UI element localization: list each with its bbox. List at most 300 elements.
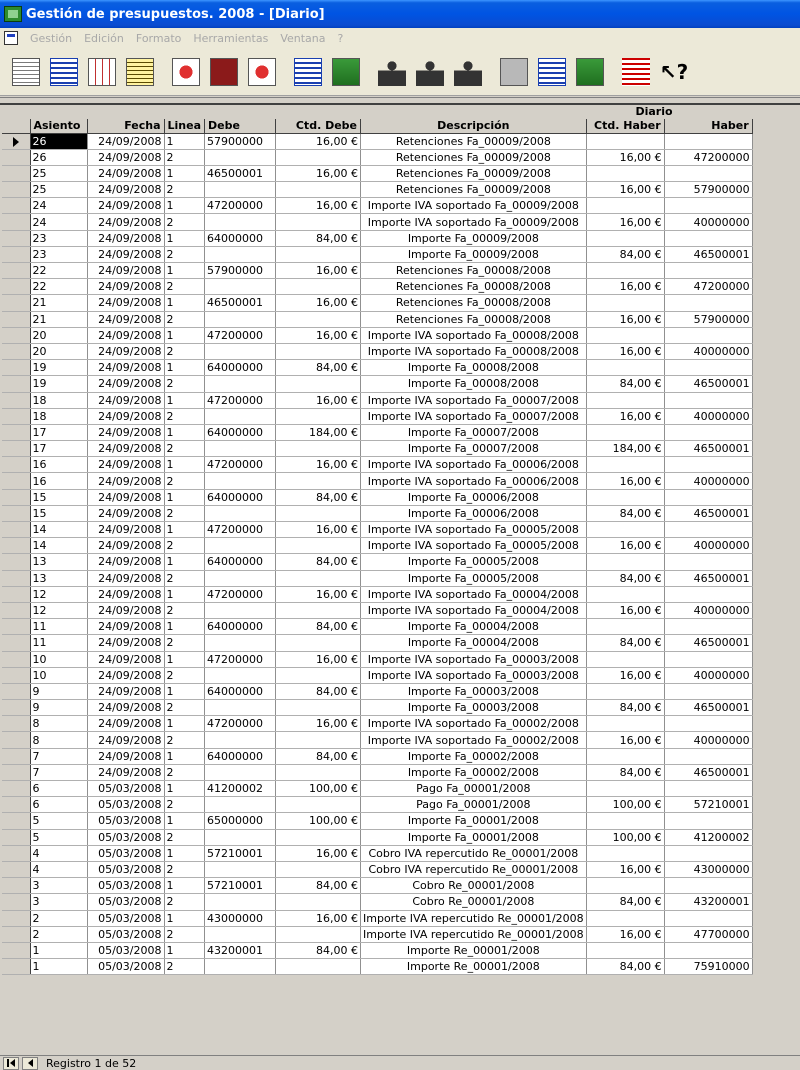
cell-asiento[interactable]: 19 <box>30 376 87 392</box>
cell-ctd-debe[interactable] <box>276 311 361 327</box>
cell-descripcion[interactable]: Importe Re_00001/2008 <box>361 942 587 958</box>
cell-debe[interactable]: 64000000 <box>205 424 276 440</box>
cell-asiento[interactable]: 21 <box>30 295 87 311</box>
cell-ctd-debe[interactable] <box>276 959 361 975</box>
cell-linea[interactable]: 2 <box>164 700 205 716</box>
cell-ctd-haber[interactable] <box>586 748 664 764</box>
record-selector[interactable] <box>2 214 30 230</box>
cell-linea[interactable]: 2 <box>164 376 205 392</box>
cell-fecha[interactable]: 24/09/2008 <box>87 408 164 424</box>
record-selector[interactable] <box>2 716 30 732</box>
cell-ctd-debe[interactable] <box>276 473 361 489</box>
col-debe[interactable]: Debe <box>205 119 276 133</box>
cell-haber[interactable]: 40000000 <box>664 732 752 748</box>
cell-ctd-haber[interactable]: 84,00 € <box>586 700 664 716</box>
cell-ctd-haber[interactable] <box>586 651 664 667</box>
cell-descripcion[interactable]: Importe IVA soportado Fa_00007/2008 <box>361 408 587 424</box>
table-row[interactable] <box>2 845 752 861</box>
cell-asiento[interactable]: 12 <box>30 602 87 618</box>
table-row[interactable] <box>2 360 752 376</box>
cell-ctd-debe[interactable] <box>276 214 361 230</box>
cell-fecha[interactable]: 24/09/2008 <box>87 635 164 651</box>
cell-ctd-haber[interactable]: 84,00 € <box>586 570 664 586</box>
record-selector[interactable] <box>2 327 30 343</box>
table-row[interactable] <box>2 522 752 538</box>
cell-debe[interactable] <box>205 149 276 165</box>
cell-asiento[interactable]: 3 <box>30 878 87 894</box>
cell-ctd-haber[interactable] <box>586 522 664 538</box>
record-selector[interactable] <box>2 392 30 408</box>
cell-haber[interactable] <box>664 845 752 861</box>
iva-button[interactable] <box>536 56 568 88</box>
cell-haber[interactable] <box>664 489 752 505</box>
cell-debe[interactable]: 41200002 <box>205 781 276 797</box>
cell-linea[interactable]: 2 <box>164 926 205 942</box>
cell-ctd-debe[interactable] <box>276 441 361 457</box>
cell-haber[interactable] <box>664 295 752 311</box>
cell-ctd-debe[interactable]: 16,00 € <box>276 910 361 926</box>
cell-descripcion[interactable]: Importe IVA soportado Fa_00005/2008 <box>361 522 587 538</box>
cell-fecha[interactable]: 05/03/2008 <box>87 781 164 797</box>
cell-ctd-haber[interactable] <box>586 327 664 343</box>
table-row[interactable] <box>2 214 752 230</box>
person-podium-button[interactable] <box>376 56 408 88</box>
cell-ctd-debe[interactable] <box>276 829 361 845</box>
cell-fecha[interactable]: 24/09/2008 <box>87 586 164 602</box>
exit-door-button[interactable] <box>620 56 652 88</box>
cell-ctd-debe[interactable]: 100,00 € <box>276 813 361 829</box>
menu-help[interactable]: ? <box>337 31 344 45</box>
cell-descripcion[interactable]: Retenciones Fa_00008/2008 <box>361 295 587 311</box>
col-asiento[interactable]: Asiento <box>30 119 87 133</box>
cell-debe[interactable] <box>205 732 276 748</box>
cell-descripcion[interactable]: Importe Fa_00004/2008 <box>361 619 587 635</box>
record-selector[interactable] <box>2 813 30 829</box>
table-row[interactable] <box>2 554 752 570</box>
table-row[interactable] <box>2 942 752 958</box>
cell-ctd-debe[interactable]: 16,00 € <box>276 586 361 602</box>
cell-descripcion[interactable]: Importe IVA soportado Fa_00002/2008 <box>361 716 587 732</box>
cell-ctd-haber[interactable]: 16,00 € <box>586 667 664 683</box>
cell-debe[interactable] <box>205 861 276 877</box>
table-row[interactable] <box>2 327 752 343</box>
cell-ctd-haber[interactable] <box>586 781 664 797</box>
table-row[interactable] <box>2 279 752 295</box>
cell-descripcion[interactable]: Importe IVA soportado Fa_00004/2008 <box>361 586 587 602</box>
cell-descripcion[interactable]: Retenciones Fa_00009/2008 <box>361 165 587 181</box>
cell-debe[interactable] <box>205 926 276 942</box>
cell-ctd-haber[interactable] <box>586 295 664 311</box>
cell-fecha[interactable]: 24/09/2008 <box>87 246 164 262</box>
table-row[interactable] <box>2 878 752 894</box>
cell-linea[interactable]: 1 <box>164 683 205 699</box>
cell-debe[interactable] <box>205 246 276 262</box>
table-row[interactable] <box>2 667 752 683</box>
cell-linea[interactable]: 2 <box>164 246 205 262</box>
cell-haber[interactable]: 41200002 <box>664 829 752 845</box>
cell-asiento[interactable]: 11 <box>30 635 87 651</box>
cell-descripcion[interactable]: Importe IVA soportado Fa_00006/2008 <box>361 457 587 473</box>
cell-asiento[interactable]: 7 <box>30 748 87 764</box>
table-row[interactable] <box>2 959 752 975</box>
cell-asiento[interactable]: 25 <box>30 182 87 198</box>
cell-debe[interactable] <box>205 764 276 780</box>
cell-descripcion[interactable]: Importe Fa_00005/2008 <box>361 570 587 586</box>
cell-debe[interactable]: 57210001 <box>205 878 276 894</box>
cell-ctd-debe[interactable] <box>276 894 361 910</box>
cell-haber[interactable] <box>664 813 752 829</box>
cell-fecha[interactable]: 24/09/2008 <box>87 230 164 246</box>
table-row[interactable] <box>2 651 752 667</box>
cell-debe[interactable] <box>205 473 276 489</box>
record-selector[interactable] <box>2 619 30 635</box>
cell-haber[interactable] <box>664 878 752 894</box>
cell-ctd-haber[interactable]: 16,00 € <box>586 343 664 359</box>
cell-asiento[interactable]: 24 <box>30 198 87 214</box>
cell-asiento[interactable]: 4 <box>30 845 87 861</box>
record-selector[interactable] <box>2 408 30 424</box>
cell-ctd-debe[interactable]: 84,00 € <box>276 554 361 570</box>
cell-haber[interactable]: 40000000 <box>664 214 752 230</box>
cell-ctd-debe[interactable]: 184,00 € <box>276 424 361 440</box>
cell-ctd-haber[interactable] <box>586 457 664 473</box>
cell-haber[interactable] <box>664 554 752 570</box>
cell-linea[interactable]: 2 <box>164 538 205 554</box>
cell-ctd-haber[interactable] <box>586 263 664 279</box>
cell-ctd-haber[interactable]: 16,00 € <box>586 279 664 295</box>
cell-ctd-haber[interactable] <box>586 845 664 861</box>
record-selector[interactable] <box>2 570 30 586</box>
table-row[interactable] <box>2 570 752 586</box>
cell-ctd-debe[interactable] <box>276 797 361 813</box>
cell-ctd-debe[interactable]: 100,00 € <box>276 781 361 797</box>
cell-debe[interactable]: 57900000 <box>205 133 276 149</box>
cell-debe[interactable]: 46500001 <box>205 165 276 181</box>
cell-debe[interactable] <box>205 635 276 651</box>
cell-ctd-haber[interactable] <box>586 554 664 570</box>
cell-ctd-debe[interactable] <box>276 667 361 683</box>
cell-descripcion[interactable]: Cobro Re_00001/2008 <box>361 894 587 910</box>
cell-descripcion[interactable]: Cobro IVA repercutido Re_00001/2008 <box>361 861 587 877</box>
cell-ctd-debe[interactable] <box>276 182 361 198</box>
cell-fecha[interactable]: 24/09/2008 <box>87 214 164 230</box>
cell-descripcion[interactable]: Retenciones Fa_00009/2008 <box>361 133 587 149</box>
cell-ctd-haber[interactable]: 184,00 € <box>586 441 664 457</box>
cell-fecha[interactable]: 24/09/2008 <box>87 651 164 667</box>
cell-ctd-debe[interactable]: 84,00 € <box>276 878 361 894</box>
cell-haber[interactable]: 46500001 <box>664 246 752 262</box>
cell-haber[interactable] <box>664 392 752 408</box>
record-selector[interactable] <box>2 538 30 554</box>
cell-fecha[interactable]: 05/03/2008 <box>87 910 164 926</box>
col-fecha[interactable]: Fecha <box>87 119 164 133</box>
cell-debe[interactable]: 46500001 <box>205 295 276 311</box>
cell-descripcion[interactable]: Importe Fa_00003/2008 <box>361 683 587 699</box>
cell-descripcion[interactable]: Importe Fa_00009/2008 <box>361 246 587 262</box>
cell-ctd-haber[interactable] <box>586 813 664 829</box>
col-linea[interactable]: Linea <box>164 119 205 133</box>
menu-herramientas[interactable]: Herramientas <box>193 31 269 45</box>
cell-debe[interactable]: 64000000 <box>205 230 276 246</box>
cell-descripcion[interactable]: Importe IVA soportado Fa_00007/2008 <box>361 392 587 408</box>
cell-asiento[interactable]: 26 <box>30 149 87 165</box>
table-row[interactable] <box>2 424 752 440</box>
cell-fecha[interactable]: 24/09/2008 <box>87 764 164 780</box>
cell-haber[interactable]: 46500001 <box>664 505 752 521</box>
table-row[interactable] <box>2 538 752 554</box>
cell-asiento[interactable]: 8 <box>30 716 87 732</box>
table-row[interactable] <box>2 295 752 311</box>
cell-haber[interactable]: 40000000 <box>664 538 752 554</box>
cell-fecha[interactable]: 24/09/2008 <box>87 538 164 554</box>
cell-fecha[interactable]: 05/03/2008 <box>87 926 164 942</box>
record-selector[interactable] <box>2 263 30 279</box>
table-row[interactable] <box>2 392 752 408</box>
cell-ctd-haber[interactable]: 84,00 € <box>586 246 664 262</box>
cell-ctd-debe[interactable] <box>276 602 361 618</box>
cell-ctd-haber[interactable] <box>586 910 664 926</box>
record-selector[interactable] <box>2 861 30 877</box>
cell-debe[interactable] <box>205 311 276 327</box>
cell-haber[interactable] <box>664 327 752 343</box>
cell-ctd-debe[interactable] <box>276 279 361 295</box>
cell-linea[interactable]: 2 <box>164 343 205 359</box>
cell-descripcion[interactable]: Importe IVA soportado Fa_00008/2008 <box>361 343 587 359</box>
record-selector[interactable] <box>2 586 30 602</box>
cell-debe[interactable]: 47200000 <box>205 198 276 214</box>
cell-haber[interactable] <box>664 651 752 667</box>
cell-linea[interactable]: 1 <box>164 813 205 829</box>
cell-descripcion[interactable]: Retenciones Fa_00008/2008 <box>361 263 587 279</box>
record-selector[interactable] <box>2 149 30 165</box>
record-selector[interactable] <box>2 878 30 894</box>
cell-haber[interactable] <box>664 263 752 279</box>
cell-ctd-haber[interactable]: 16,00 € <box>586 214 664 230</box>
cell-debe[interactable] <box>205 505 276 521</box>
document-icon[interactable] <box>4 31 18 45</box>
record-selector[interactable] <box>2 522 30 538</box>
cell-ctd-haber[interactable] <box>586 489 664 505</box>
cell-linea[interactable]: 2 <box>164 602 205 618</box>
cell-debe[interactable] <box>205 538 276 554</box>
table-row[interactable] <box>2 165 752 181</box>
cell-ctd-haber[interactable]: 16,00 € <box>586 602 664 618</box>
cell-debe[interactable] <box>205 894 276 910</box>
cell-ctd-haber[interactable]: 16,00 € <box>586 732 664 748</box>
table-row[interactable] <box>2 748 752 764</box>
menu-ventana[interactable]: Ventana <box>280 31 326 45</box>
cell-linea[interactable]: 2 <box>164 894 205 910</box>
cell-asiento[interactable]: 2 <box>30 910 87 926</box>
cell-asiento[interactable]: 8 <box>30 732 87 748</box>
cell-asiento[interactable]: 1 <box>30 942 87 958</box>
cell-linea[interactable]: 2 <box>164 829 205 845</box>
cell-linea[interactable]: 2 <box>164 441 205 457</box>
cell-haber[interactable] <box>664 457 752 473</box>
cell-fecha[interactable]: 24/09/2008 <box>87 667 164 683</box>
cell-asiento[interactable]: 18 <box>30 392 87 408</box>
record-selector[interactable] <box>2 311 30 327</box>
cell-asiento[interactable]: 12 <box>30 586 87 602</box>
cell-linea[interactable]: 1 <box>164 133 205 149</box>
cell-fecha[interactable]: 05/03/2008 <box>87 861 164 877</box>
table-row[interactable] <box>2 263 752 279</box>
col-descripcion[interactable]: Descripción <box>361 119 587 133</box>
cell-asiento[interactable]: 23 <box>30 230 87 246</box>
cell-ctd-haber[interactable] <box>586 133 664 149</box>
cell-haber[interactable] <box>664 683 752 699</box>
cell-fecha[interactable]: 24/09/2008 <box>87 327 164 343</box>
record-selector[interactable] <box>2 246 30 262</box>
cell-ctd-haber[interactable]: 84,00 € <box>586 505 664 521</box>
cell-linea[interactable]: 2 <box>164 570 205 586</box>
cell-descripcion[interactable]: Importe Fa_00007/2008 <box>361 441 587 457</box>
cell-ctd-haber[interactable] <box>586 942 664 958</box>
cell-haber[interactable]: 47200000 <box>664 279 752 295</box>
cell-asiento[interactable]: 10 <box>30 667 87 683</box>
cell-fecha[interactable]: 05/03/2008 <box>87 959 164 975</box>
cell-ctd-haber[interactable] <box>586 716 664 732</box>
cell-asiento[interactable]: 22 <box>30 263 87 279</box>
table-row[interactable] <box>2 230 752 246</box>
record-selector[interactable] <box>2 424 30 440</box>
cell-ctd-debe[interactable] <box>276 376 361 392</box>
cell-linea[interactable]: 2 <box>164 311 205 327</box>
cell-linea[interactable]: 1 <box>164 327 205 343</box>
cell-fecha[interactable]: 24/09/2008 <box>87 732 164 748</box>
record-selector[interactable] <box>2 926 30 942</box>
cell-haber[interactable]: 57900000 <box>664 311 752 327</box>
record-selector[interactable] <box>2 781 30 797</box>
cell-descripcion[interactable]: Importe IVA soportado Fa_00004/2008 <box>361 602 587 618</box>
cell-linea[interactable]: 2 <box>164 149 205 165</box>
cell-linea[interactable]: 1 <box>164 878 205 894</box>
table-row[interactable] <box>2 198 752 214</box>
table-row[interactable] <box>2 182 752 198</box>
cell-fecha[interactable]: 24/09/2008 <box>87 716 164 732</box>
table-row[interactable] <box>2 376 752 392</box>
record-selector[interactable] <box>2 942 30 958</box>
table-row[interactable] <box>2 732 752 748</box>
cell-ctd-haber[interactable]: 84,00 € <box>586 764 664 780</box>
cell-ctd-haber[interactable]: 16,00 € <box>586 861 664 877</box>
cell-haber[interactable] <box>664 522 752 538</box>
cell-descripcion[interactable]: Importe Fa_00003/2008 <box>361 700 587 716</box>
cell-asiento[interactable]: 13 <box>30 554 87 570</box>
table-row[interactable] <box>2 149 752 165</box>
cell-linea[interactable]: 1 <box>164 942 205 958</box>
cell-fecha[interactable]: 05/03/2008 <box>87 829 164 845</box>
record-selector[interactable] <box>2 489 30 505</box>
cell-ctd-debe[interactable]: 16,00 € <box>276 133 361 149</box>
cell-debe[interactable]: 64000000 <box>205 489 276 505</box>
cell-ctd-debe[interactable]: 84,00 € <box>276 683 361 699</box>
cell-asiento[interactable]: 9 <box>30 683 87 699</box>
cell-haber[interactable]: 40000000 <box>664 473 752 489</box>
cell-ctd-debe[interactable]: 84,00 € <box>276 360 361 376</box>
cell-fecha[interactable]: 24/09/2008 <box>87 343 164 359</box>
cell-fecha[interactable]: 24/09/2008 <box>87 182 164 198</box>
cell-descripcion[interactable]: Retenciones Fa_00009/2008 <box>361 149 587 165</box>
cell-descripcion[interactable]: Importe Fa_00007/2008 <box>361 424 587 440</box>
cell-haber[interactable] <box>664 424 752 440</box>
cell-debe[interactable]: 64000000 <box>205 748 276 764</box>
cell-descripcion[interactable]: Importe Fa_00004/2008 <box>361 635 587 651</box>
cell-ctd-haber[interactable]: 84,00 € <box>586 959 664 975</box>
table-row[interactable] <box>2 619 752 635</box>
cell-fecha[interactable]: 24/09/2008 <box>87 570 164 586</box>
cell-asiento[interactable]: 11 <box>30 619 87 635</box>
table-row[interactable] <box>2 343 752 359</box>
document-blue-button[interactable] <box>292 56 324 88</box>
cell-fecha[interactable]: 24/09/2008 <box>87 602 164 618</box>
table-row[interactable] <box>2 246 752 262</box>
cell-debe[interactable]: 65000000 <box>205 813 276 829</box>
cell-fecha[interactable]: 05/03/2008 <box>87 813 164 829</box>
cell-ctd-debe[interactable] <box>276 635 361 651</box>
cell-haber[interactable]: 46500001 <box>664 570 752 586</box>
cell-ctd-debe[interactable]: 84,00 € <box>276 619 361 635</box>
cell-fecha[interactable]: 24/09/2008 <box>87 360 164 376</box>
cell-debe[interactable]: 47200000 <box>205 457 276 473</box>
cell-ctd-debe[interactable] <box>276 149 361 165</box>
cell-descripcion[interactable]: Importe Fa_00006/2008 <box>361 505 587 521</box>
cell-linea[interactable]: 2 <box>164 182 205 198</box>
cell-debe[interactable]: 57210001 <box>205 845 276 861</box>
cell-haber[interactable] <box>664 910 752 926</box>
record-selector[interactable] <box>2 732 30 748</box>
cell-descripcion[interactable]: Importe IVA repercutido Re_00001/2008 <box>361 910 587 926</box>
cell-haber[interactable] <box>664 133 752 149</box>
cell-linea[interactable]: 2 <box>164 473 205 489</box>
cell-ctd-haber[interactable]: 16,00 € <box>586 538 664 554</box>
cell-fecha[interactable]: 24/09/2008 <box>87 198 164 214</box>
cell-asiento[interactable]: 13 <box>30 570 87 586</box>
cell-asiento[interactable]: 16 <box>30 473 87 489</box>
table-row[interactable] <box>2 457 752 473</box>
cell-asiento[interactable]: 2 <box>30 926 87 942</box>
cell-fecha[interactable]: 24/09/2008 <box>87 279 164 295</box>
cell-ctd-haber[interactable] <box>586 230 664 246</box>
cell-linea[interactable]: 2 <box>164 732 205 748</box>
cell-linea[interactable]: 2 <box>164 279 205 295</box>
cell-fecha[interactable]: 24/09/2008 <box>87 683 164 699</box>
record-selector[interactable] <box>2 959 30 975</box>
cell-linea[interactable]: 2 <box>164 764 205 780</box>
grid-view-button[interactable] <box>86 56 118 88</box>
cell-ctd-haber[interactable]: 16,00 € <box>586 182 664 198</box>
cell-fecha[interactable]: 24/09/2008 <box>87 700 164 716</box>
cell-ctd-debe[interactable]: 84,00 € <box>276 489 361 505</box>
cell-asiento[interactable]: 19 <box>30 360 87 376</box>
cell-ctd-haber[interactable]: 16,00 € <box>586 408 664 424</box>
table-row[interactable] <box>2 910 752 926</box>
cell-asiento[interactable]: 6 <box>30 797 87 813</box>
cell-haber[interactable]: 46500001 <box>664 441 752 457</box>
cell-asiento[interactable]: 14 <box>30 538 87 554</box>
cell-haber[interactable]: 40000000 <box>664 408 752 424</box>
record-selector[interactable] <box>2 473 30 489</box>
cell-haber[interactable] <box>664 748 752 764</box>
cell-linea[interactable]: 1 <box>164 619 205 635</box>
cell-debe[interactable] <box>205 797 276 813</box>
cell-linea[interactable]: 1 <box>164 360 205 376</box>
cell-descripcion[interactable]: Importe Fa_00005/2008 <box>361 554 587 570</box>
first-record-button[interactable] <box>3 1057 19 1070</box>
cell-debe[interactable] <box>205 182 276 198</box>
cell-debe[interactable] <box>205 959 276 975</box>
table-row[interactable] <box>2 797 752 813</box>
